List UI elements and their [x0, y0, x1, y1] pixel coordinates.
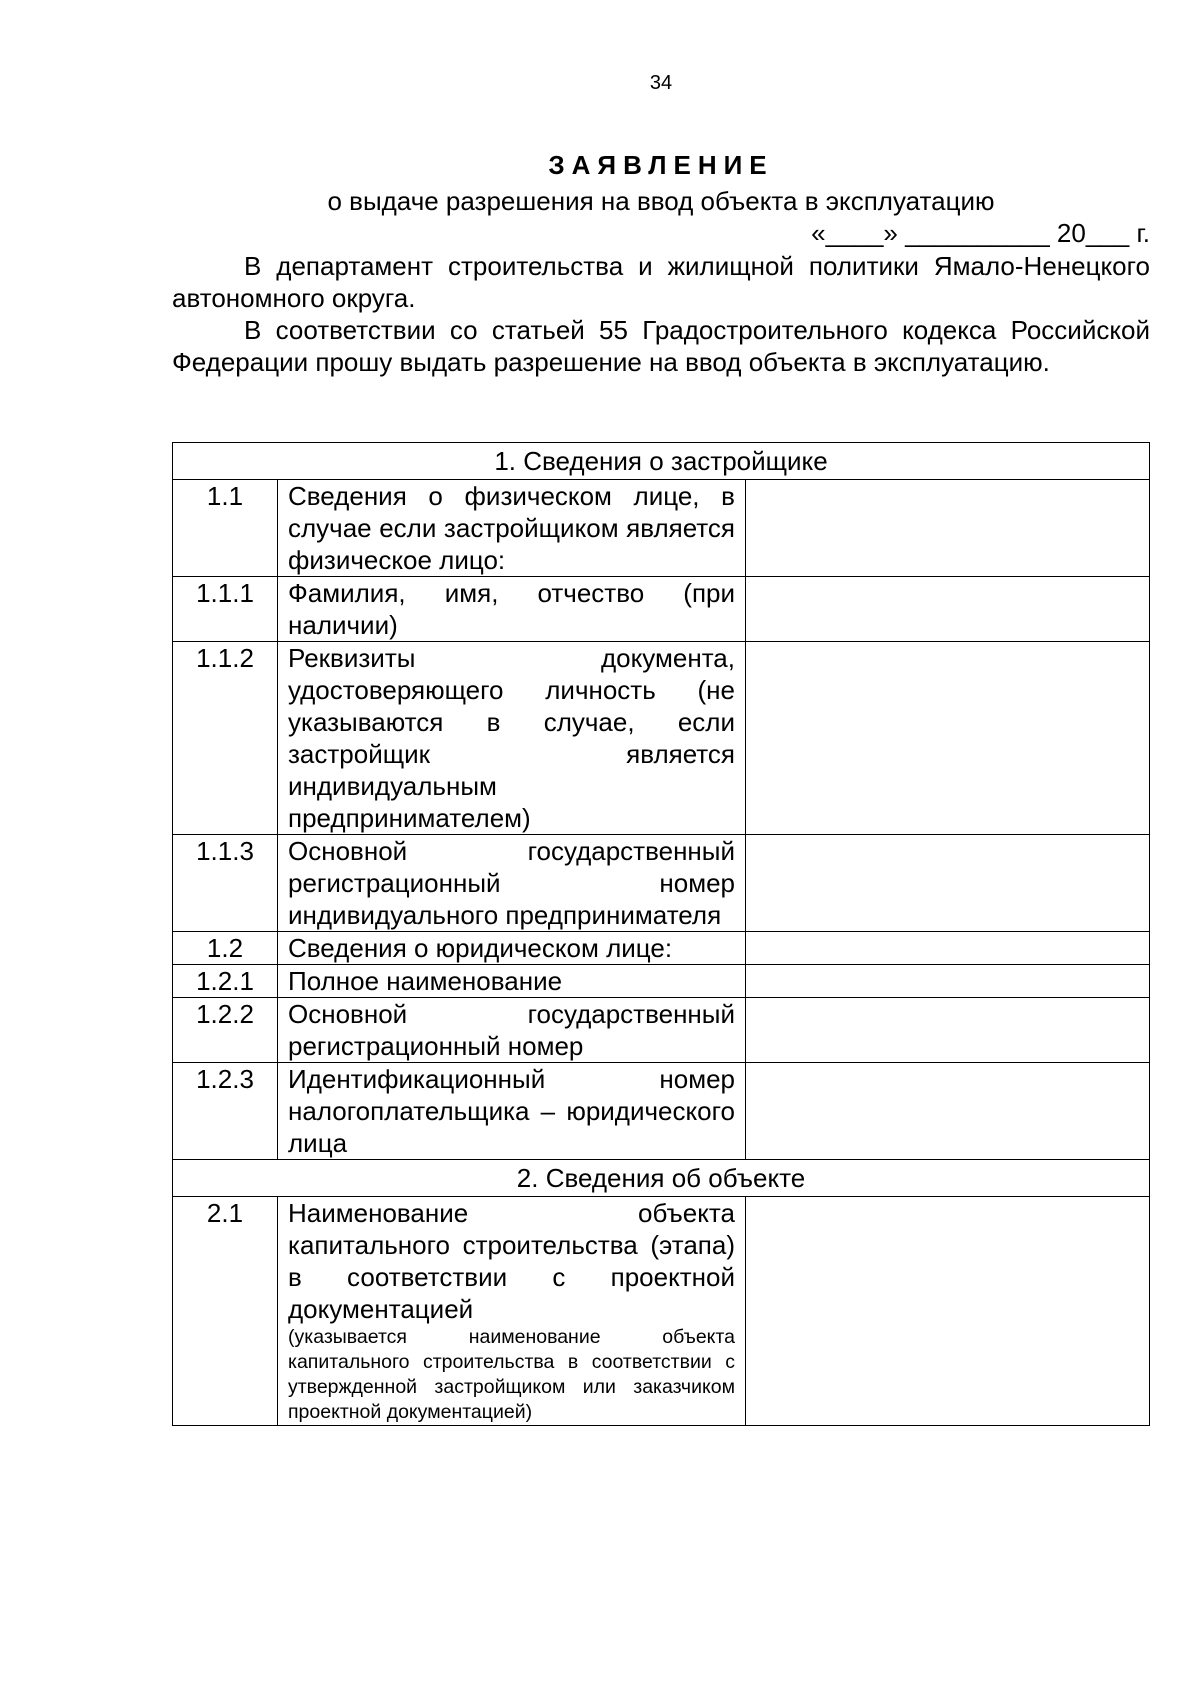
page-number: 34	[649, 72, 673, 94]
value-cell[interactable]	[746, 577, 1150, 642]
value-cell[interactable]	[746, 1063, 1150, 1160]
value-cell[interactable]	[746, 835, 1150, 932]
addressee-paragraph: В департамент строительства и жилищной политики Ямало-Ненецкого автономного округа.	[172, 251, 1150, 313]
date-line: «____» __________ 20___ г.	[811, 218, 1150, 248]
value-cell[interactable]	[746, 998, 1150, 1063]
table-row	[173, 932, 1150, 965]
row-label: Сведения о юридическом лице:	[278, 932, 746, 965]
row-number: 1.1	[173, 480, 278, 577]
row-label: Полное наименование	[278, 965, 746, 998]
value-cell[interactable]	[746, 932, 1150, 965]
section-header-row	[173, 443, 1150, 480]
table-row	[173, 1063, 1150, 1160]
row-label: Реквизиты документа, удостоверяющего личность (не указываются в случае, если застройщик является индивидуальным предпринимателем)	[278, 642, 746, 835]
row-label: Сведения о физическом лице, в случае если застройщиком является физическое лицо:	[278, 480, 746, 577]
row-number: 1.2.1	[173, 965, 278, 998]
value-cell[interactable]	[746, 965, 1150, 998]
table-row	[173, 998, 1150, 1063]
row-note: (указывается наименование объекта капитального строительства в соответствии с утвержденной застройщиком или заказчиком проектной документацией)	[288, 1326, 735, 1423]
row-label: Наименование объекта капитального строительства (этапа) в соответствии с проектной документацией	[288, 1198, 735, 1324]
value-cell[interactable]	[746, 642, 1150, 835]
table-row	[173, 965, 1150, 998]
document-subtitle: о выдаче разрешения на ввод объекта в эксплуатацию	[327, 186, 995, 216]
row-label: Основной государственный регистрационный номер индивидуального предпринимателя	[278, 835, 746, 932]
row-number: 1.1.2	[173, 642, 278, 835]
row-label: Идентификационный номер налогоплательщика – юридического лица	[278, 1063, 746, 1160]
row-label: Фамилия, имя, отчество (при наличии)	[278, 577, 746, 642]
row-number: 1.2	[173, 932, 278, 965]
request-paragraph: В соответствии со статьей 55 Градостроительного кодекса Российской Федерации прошу выдать разрешение на ввод объекта в эксплуатацию.	[172, 315, 1150, 377]
document-title: ЗАЯВЛЕНИЕ	[548, 150, 774, 180]
table-row	[173, 1197, 1150, 1426]
table-row	[173, 577, 1150, 642]
row-number: 2.1	[173, 1197, 278, 1426]
value-cell[interactable]	[746, 480, 1150, 577]
application-form-table	[172, 442, 1150, 1426]
section-header-row	[173, 1160, 1150, 1197]
table-row	[173, 642, 1150, 835]
row-number: 1.2.3	[173, 1063, 278, 1160]
section-developer-header: 1. Сведения о застройщике	[173, 443, 1150, 480]
section-object-header: 2. Сведения об объекте	[173, 1160, 1150, 1197]
value-cell[interactable]	[746, 1197, 1150, 1426]
row-number: 1.1.3	[173, 835, 278, 932]
table-row	[173, 480, 1150, 577]
row-label-with-note	[278, 1197, 746, 1426]
row-number: 1.1.1	[173, 577, 278, 642]
table-row	[173, 835, 1150, 932]
row-label: Основной государственный регистрационный номер	[278, 998, 746, 1063]
row-number: 1.2.2	[173, 998, 278, 1063]
